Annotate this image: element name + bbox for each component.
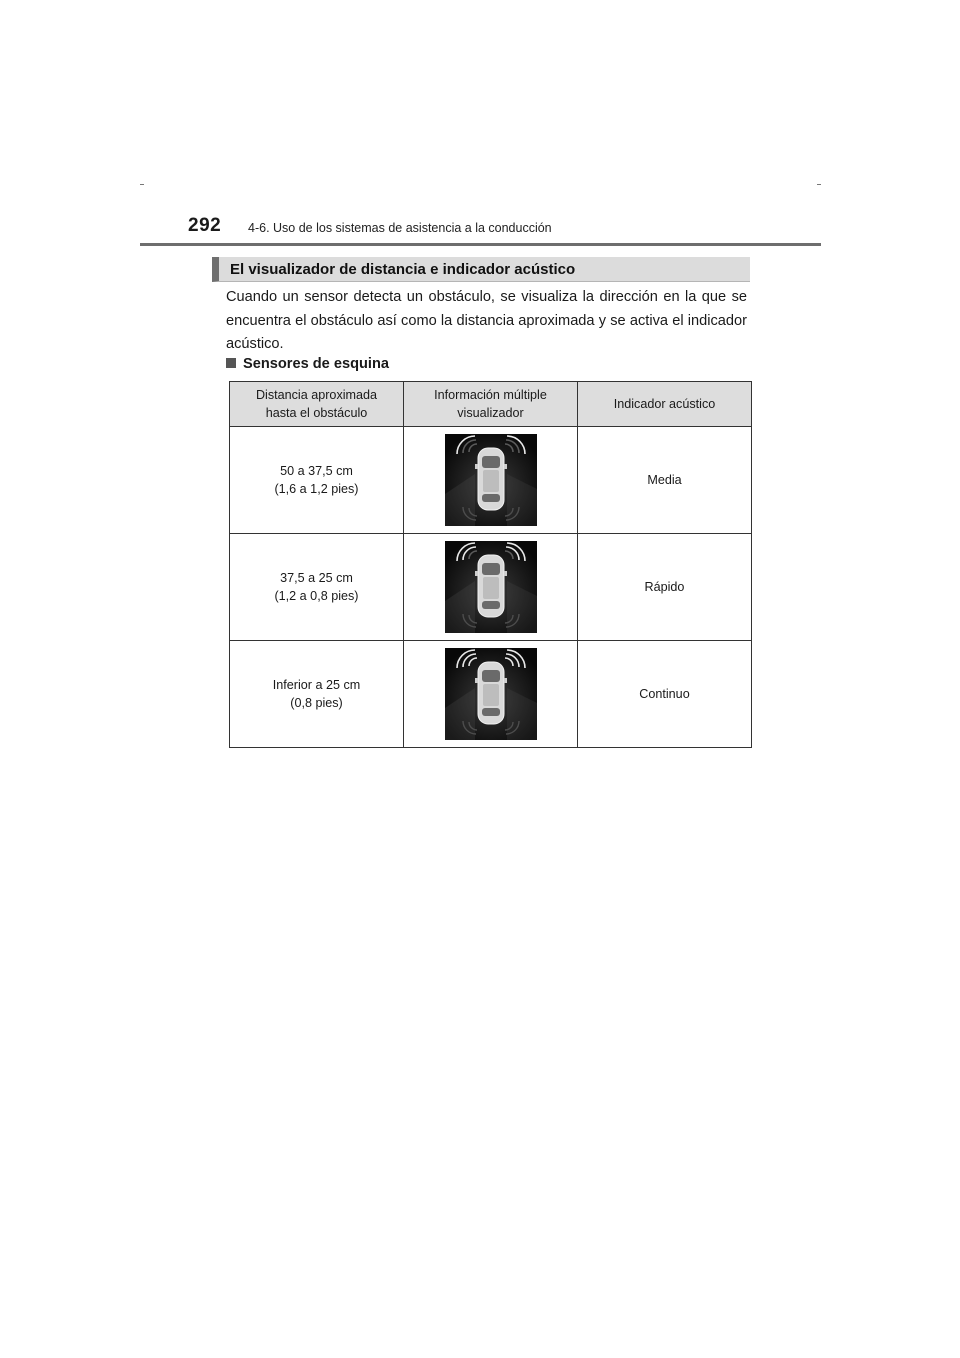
display-cell <box>404 641 578 748</box>
table-row <box>230 427 752 534</box>
display-cell <box>404 534 578 641</box>
intro-paragraph: Cuando un sensor detecta un obstáculo, se visualiza la dirección en la que se encuentra el obstáculo así como la distancia aproximada y se activa el indicador acústico. <box>226 289 747 352</box>
page-number: 292 <box>188 215 222 236</box>
buzzer-cell: Continuo <box>578 641 752 748</box>
section-heading-text: El visualizador de distancia e indicador acústico <box>230 261 576 278</box>
distance-cell: Inferior a 25 cm (0,8 pies) <box>230 641 404 748</box>
table-header-row <box>230 382 752 427</box>
parking-sensor-display-icon <box>445 648 537 740</box>
subheading-text: Sensores de esquina <box>243 356 389 372</box>
display-cell <box>404 427 578 534</box>
buzzer-cell: Rápido <box>578 534 752 641</box>
running-head: 4-6. Uso de los sistemas de asistencia a la conducción <box>248 221 552 235</box>
parking-sensor-display-icon <box>445 434 537 526</box>
header-rule <box>140 243 821 246</box>
header-display: Información múltiple visualizador <box>404 382 578 427</box>
parking-sensor-display-icon <box>445 541 537 633</box>
table-row <box>230 534 752 641</box>
crop-mark-left <box>140 184 144 185</box>
section-heading <box>212 257 750 282</box>
header-distance: Distancia aproximada hasta el obstáculo <box>230 382 404 427</box>
subheading <box>226 356 389 372</box>
buzzer-cell: Media <box>578 427 752 534</box>
table-row <box>230 641 752 748</box>
distance-cell: 37,5 a 25 cm (1,2 a 0,8 pies) <box>230 534 404 641</box>
crop-mark-right <box>817 184 821 185</box>
square-bullet-icon <box>226 358 236 368</box>
header-buzzer: Indicador acústico <box>578 382 752 427</box>
distance-cell: 50 a 37,5 cm (1,6 a 1,2 pies) <box>230 427 404 534</box>
sensor-table <box>229 381 752 748</box>
